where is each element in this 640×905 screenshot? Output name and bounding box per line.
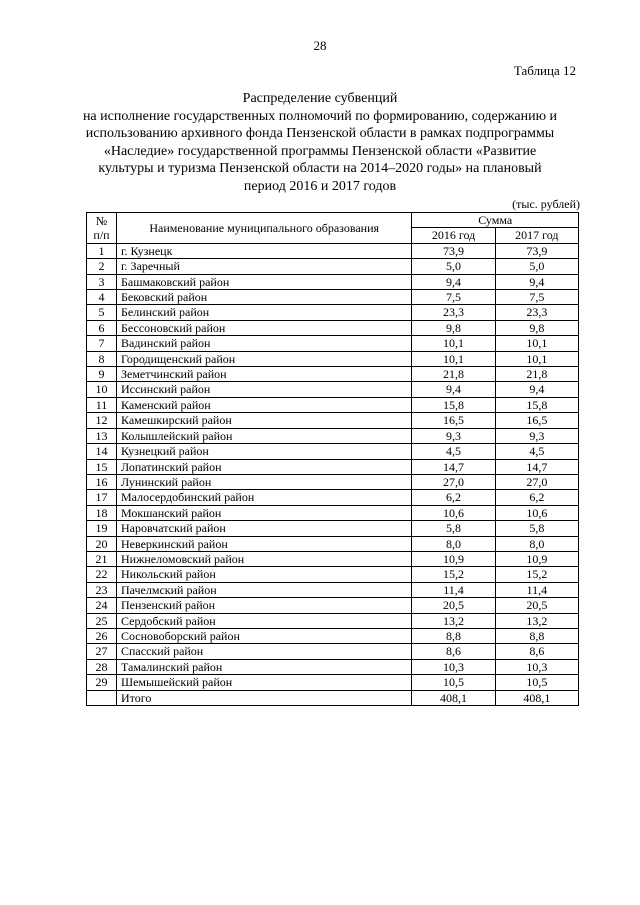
table-row bbox=[87, 413, 579, 428]
title-line: «Наследие» государственной программы Пензенской области «Развитие bbox=[103, 143, 537, 159]
row-name: Мокшанский район bbox=[116, 505, 411, 520]
row-value-2016: 10,3 bbox=[412, 659, 495, 674]
table-row bbox=[87, 367, 579, 382]
table-row bbox=[87, 644, 579, 659]
row-name: Пачелмский район bbox=[116, 582, 411, 597]
row-name: Пензенский район bbox=[116, 598, 411, 613]
row-value-2017: 6,2 bbox=[495, 490, 578, 505]
table-row bbox=[87, 598, 579, 613]
page-number: 28 bbox=[313, 38, 327, 53]
table-row bbox=[87, 567, 579, 582]
row-name: Итого bbox=[116, 690, 411, 705]
row-number: 25 bbox=[87, 613, 117, 628]
row-value-2017: 408,1 bbox=[495, 690, 578, 705]
title-line: культуры и туризма Пензенской области на 2014–2020 годы» на плановый bbox=[98, 161, 542, 177]
row-value-2017: 20,5 bbox=[495, 598, 578, 613]
table-row bbox=[87, 505, 579, 520]
row-value-2017: 10,1 bbox=[495, 351, 578, 366]
row-value-2016: 13,2 bbox=[412, 613, 495, 628]
row-value-2016: 4,5 bbox=[412, 444, 495, 459]
row-number: 29 bbox=[87, 675, 117, 690]
table-row bbox=[87, 243, 579, 258]
row-value-2017: 5,0 bbox=[495, 259, 578, 274]
document-title bbox=[60, 90, 580, 196]
table-row bbox=[87, 490, 579, 505]
row-value-2017: 23,3 bbox=[495, 305, 578, 320]
header-name: Наименование муниципального образования bbox=[116, 213, 411, 244]
row-name: Шемышейский район bbox=[116, 675, 411, 690]
row-value-2017: 4,5 bbox=[495, 444, 578, 459]
row-value-2016: 20,5 bbox=[412, 598, 495, 613]
row-number: 2 bbox=[87, 259, 117, 274]
row-value-2016: 14,7 bbox=[412, 459, 495, 474]
table-row bbox=[87, 428, 579, 443]
row-value-2017: 16,5 bbox=[495, 413, 578, 428]
table-row bbox=[87, 582, 579, 597]
row-number: 23 bbox=[87, 582, 117, 597]
table-row bbox=[87, 613, 579, 628]
row-value-2016: 10,5 bbox=[412, 675, 495, 690]
table-row bbox=[87, 474, 579, 489]
row-number: 4 bbox=[87, 290, 117, 305]
row-value-2017: 10,6 bbox=[495, 505, 578, 520]
row-name: Неверкинский район bbox=[116, 536, 411, 551]
row-value-2017: 14,7 bbox=[495, 459, 578, 474]
row-name: Спасский район bbox=[116, 644, 411, 659]
row-value-2017: 10,9 bbox=[495, 551, 578, 566]
row-value-2017: 10,5 bbox=[495, 675, 578, 690]
row-value-2017: 9,4 bbox=[495, 382, 578, 397]
row-number: 3 bbox=[87, 274, 117, 289]
row-value-2016: 8,0 bbox=[412, 536, 495, 551]
title-line: Распределение субвенций bbox=[242, 91, 398, 106]
title-line: период 2016 и 2017 годов bbox=[243, 178, 397, 194]
row-name: Наровчатский район bbox=[116, 521, 411, 536]
row-value-2017: 10,1 bbox=[495, 336, 578, 351]
row-value-2016: 15,2 bbox=[412, 567, 495, 582]
table-row bbox=[87, 274, 579, 289]
table-row bbox=[87, 259, 579, 274]
row-value-2016: 15,8 bbox=[412, 397, 495, 412]
row-value-2016: 9,4 bbox=[412, 382, 495, 397]
row-name: Бессоновский район bbox=[116, 320, 411, 335]
table-row bbox=[87, 444, 579, 459]
row-name: г. Кузнецк bbox=[116, 243, 411, 258]
table-row bbox=[87, 336, 579, 351]
row-name: г. Заречный bbox=[116, 259, 411, 274]
row-value-2016: 10,6 bbox=[412, 505, 495, 520]
table-body bbox=[87, 243, 579, 705]
row-value-2016: 8,8 bbox=[412, 628, 495, 643]
table-row bbox=[87, 551, 579, 566]
row-value-2016: 408,1 bbox=[412, 690, 495, 705]
row-value-2017: 9,8 bbox=[495, 320, 578, 335]
table-row bbox=[87, 397, 579, 412]
header-sum: Сумма bbox=[412, 213, 579, 228]
row-value-2016: 27,0 bbox=[412, 474, 495, 489]
row-number: 10 bbox=[87, 382, 117, 397]
row-value-2016: 10,9 bbox=[412, 551, 495, 566]
row-number bbox=[87, 690, 117, 705]
row-value-2016: 5,0 bbox=[412, 259, 495, 274]
row-number: 13 bbox=[87, 428, 117, 443]
row-number: 26 bbox=[87, 628, 117, 643]
row-number: 14 bbox=[87, 444, 117, 459]
row-value-2016: 8,6 bbox=[412, 644, 495, 659]
table-row bbox=[87, 521, 579, 536]
table-row bbox=[87, 536, 579, 551]
row-value-2017: 15,2 bbox=[495, 567, 578, 582]
header-year-2016: 2016 год bbox=[412, 228, 495, 243]
row-number: 16 bbox=[87, 474, 117, 489]
header-year-2017: 2017 год bbox=[495, 228, 578, 243]
row-value-2016: 9,3 bbox=[412, 428, 495, 443]
row-value-2017: 15,8 bbox=[495, 397, 578, 412]
row-value-2017: 10,3 bbox=[495, 659, 578, 674]
row-name: Тамалинский район bbox=[116, 659, 411, 674]
table-label: Таблица 12 bbox=[513, 63, 576, 78]
row-value-2017: 8,0 bbox=[495, 536, 578, 551]
row-name: Вадинский район bbox=[116, 336, 411, 351]
row-name: Каменский район bbox=[116, 397, 411, 412]
row-name: Сердобский район bbox=[116, 613, 411, 628]
row-number: 17 bbox=[87, 490, 117, 505]
row-value-2017: 73,9 bbox=[495, 243, 578, 258]
table-row bbox=[87, 305, 579, 320]
table-total-row bbox=[87, 690, 579, 705]
row-name: Камешкирский район bbox=[116, 413, 411, 428]
row-value-2016: 16,5 bbox=[412, 413, 495, 428]
row-value-2016: 21,8 bbox=[412, 367, 495, 382]
row-number: 20 bbox=[87, 536, 117, 551]
row-number: 19 bbox=[87, 521, 117, 536]
row-value-2017: 21,8 bbox=[495, 367, 578, 382]
row-name: Лунинский район bbox=[116, 474, 411, 489]
row-number: 15 bbox=[87, 459, 117, 474]
row-number: 18 bbox=[87, 505, 117, 520]
row-number: 9 bbox=[87, 367, 117, 382]
row-number: 21 bbox=[87, 551, 117, 566]
table-row bbox=[87, 290, 579, 305]
row-name: Малосердобинский район bbox=[116, 490, 411, 505]
row-value-2017: 11,4 bbox=[495, 582, 578, 597]
row-name: Сосновоборский район bbox=[116, 628, 411, 643]
row-name: Бековский район bbox=[116, 290, 411, 305]
row-number: 11 bbox=[87, 397, 117, 412]
row-value-2017: 7,5 bbox=[495, 290, 578, 305]
row-value-2017: 9,4 bbox=[495, 274, 578, 289]
row-value-2017: 8,6 bbox=[495, 644, 578, 659]
row-value-2017: 8,8 bbox=[495, 628, 578, 643]
row-number: 24 bbox=[87, 598, 117, 613]
row-value-2016: 10,1 bbox=[412, 351, 495, 366]
table-row bbox=[87, 459, 579, 474]
row-number: 6 bbox=[87, 320, 117, 335]
row-name: Башмаковский район bbox=[116, 274, 411, 289]
row-name: Нижнеломовский район bbox=[116, 551, 411, 566]
table-row bbox=[87, 382, 579, 397]
row-value-2016: 23,3 bbox=[412, 305, 495, 320]
row-number: 5 bbox=[87, 305, 117, 320]
table-row bbox=[87, 675, 579, 690]
row-number: 1 bbox=[87, 243, 117, 258]
row-number: 12 bbox=[87, 413, 117, 428]
row-name: Белинский район bbox=[116, 305, 411, 320]
title-line: использованию архивного фонда Пензенской области в рамках подпрограммы bbox=[85, 126, 555, 142]
table-row bbox=[87, 628, 579, 643]
row-name: Земетчинский район bbox=[116, 367, 411, 382]
row-name: Колышлейский район bbox=[116, 428, 411, 443]
table-row bbox=[87, 659, 579, 674]
row-name: Лопатинский район bbox=[116, 459, 411, 474]
row-value-2016: 10,1 bbox=[412, 336, 495, 351]
row-value-2016: 9,4 bbox=[412, 274, 495, 289]
table-row bbox=[87, 320, 579, 335]
row-value-2017: 27,0 bbox=[495, 474, 578, 489]
row-value-2017: 13,2 bbox=[495, 613, 578, 628]
subvention-table bbox=[86, 212, 579, 706]
header-number: № п/п bbox=[87, 213, 117, 244]
units-label: (тыс. рублей) bbox=[512, 197, 580, 211]
row-value-2017: 9,3 bbox=[495, 428, 578, 443]
row-name: Иссинский район bbox=[116, 382, 411, 397]
row-value-2016: 6,2 bbox=[412, 490, 495, 505]
row-value-2016: 5,8 bbox=[412, 521, 495, 536]
row-value-2017: 5,8 bbox=[495, 521, 578, 536]
row-value-2016: 9,8 bbox=[412, 320, 495, 335]
table-row bbox=[87, 351, 579, 366]
row-name: Городищенский район bbox=[116, 351, 411, 366]
row-number: 8 bbox=[87, 351, 117, 366]
row-value-2016: 73,9 bbox=[412, 243, 495, 258]
row-number: 7 bbox=[87, 336, 117, 351]
row-name: Никольский район bbox=[116, 567, 411, 582]
title-line: на исполнение государственных полномочий по формированию, содержанию и bbox=[82, 108, 558, 124]
row-value-2016: 7,5 bbox=[412, 290, 495, 305]
row-name: Кузнецкий район bbox=[116, 444, 411, 459]
row-value-2016: 11,4 bbox=[412, 582, 495, 597]
row-number: 28 bbox=[87, 659, 117, 674]
row-number: 22 bbox=[87, 567, 117, 582]
row-number: 27 bbox=[87, 644, 117, 659]
